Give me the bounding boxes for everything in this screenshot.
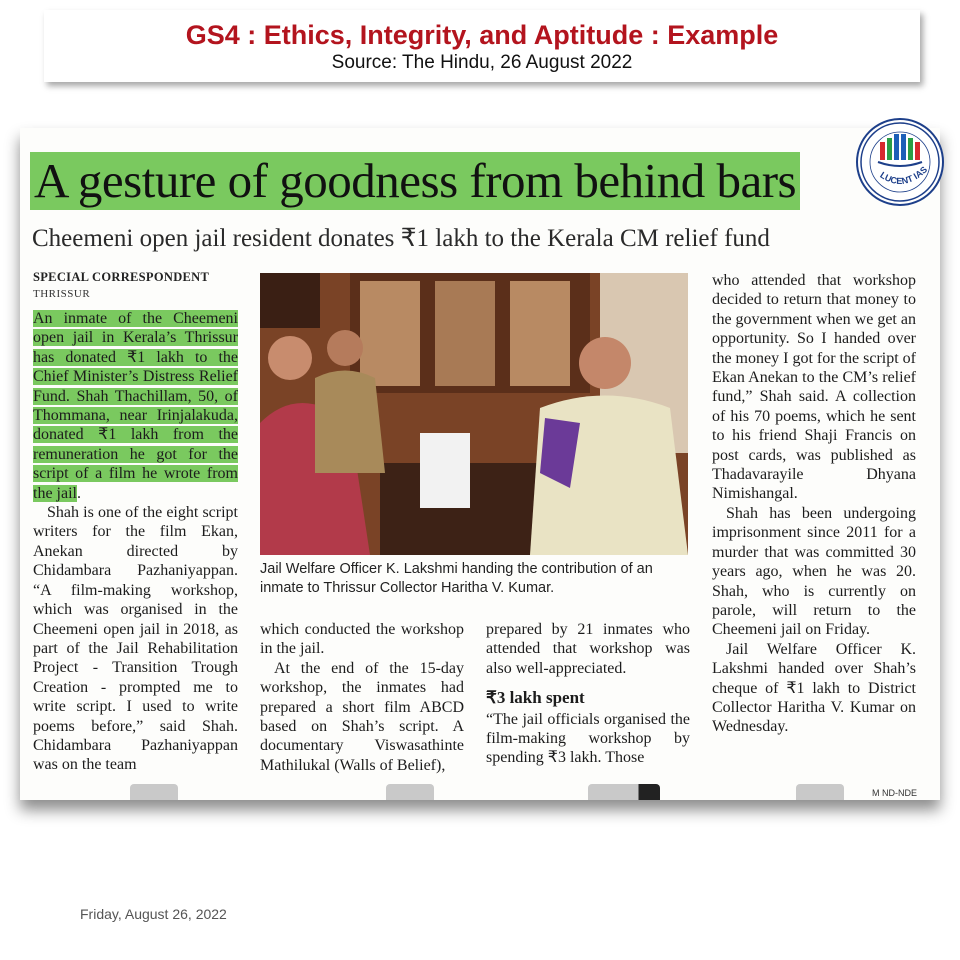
article-headline: A gesture of goodness from behind bars (30, 152, 800, 210)
article-column-4 (712, 271, 916, 737)
column-2-paragraph-2: At the end of the 15-day workshop, the inmates had prepared a short film ABCD based on Shah’s script. A documentary Viswasathinte Mathilukal (Walls of Belief), (260, 659, 464, 774)
article-column-2 (260, 620, 464, 775)
article-subhead: Cheemeni open jail resident donates ₹1 lakh to the Kerala CM relief fund (32, 225, 770, 252)
column-2-paragraph-1: which conducted the workshop in the jail. (260, 621, 464, 658)
footer-date: Friday, August 26, 2022 (80, 906, 227, 922)
column-1-paragraph: Shah is one of the eight script writers for the film Ekan, Anekan directed by Chidambara Pazhaniyappan. “A film-making workshop, which was organised in the Cheemeni open jail in 2018, as part of the Jail Rehabilitation Project - Transition Trough Creation - prompted me to write script. I used to write poems before,” said Shah. Chidambara Pazhaniyappan was on the team (33, 504, 238, 774)
column-4-paragraph-2: Shah has been undergoing imprisonment since 2011 for a murder that was committed 30 years ago, when he was 20. Shah, who is currently on parole, will return to the Cheemeni jail on Friday. (712, 504, 916, 639)
page-tab (796, 784, 844, 800)
article-photo (260, 273, 688, 555)
logo-text: LUCENT IAS (878, 164, 930, 187)
byline: SPECIAL CORRESPONDENT (33, 270, 210, 284)
newspaper-clipping (20, 128, 940, 800)
page-tab (588, 784, 660, 800)
column-4-paragraph-1: who attended that workshop decided to return that money to the government when we get an opportunity. So I handed over the money I got for the script of Ekan Anekan to the CM’s relief fund,” Shah said. A collection of his 70 poems, which he sent to his friend Shaji Francis on post cards, was published as Thadavarayile Dhyana Nimishangal. (712, 272, 916, 503)
header-source: Source: The Hindu, 26 August 2022 (331, 52, 633, 73)
column-3-subheading: ₹3 lakh spent (486, 688, 585, 708)
photo-caption: Jail Welfare Officer K. Lakshmi handing the contribution of an inmate to Thrissur Collector Haritha V. Kumar. (260, 561, 653, 596)
article-column-1: An inmate of the Cheemeni open jail in Kerala’s Thrissur has donated ₹1 lakh to the Chief Minister’s Distress Relief Fund. Shah Thachillam, 50, of Thommana, near Irinjalakuda, donated ₹1 lakh from the remuneration he got for the script of a film he wrote from the jail. Shah is one of the eight script writers for the film Ekan, Anekan directed by Chidambara Pazhaniyappan. “A film-making workshop, which was organised in the Cheemeni open jail in 2018, as part of the Jail Rehabilitation Project - Transition Trough Creation - prompted me to write script. I used to write poems before,” said Shah. Chidambara Pazhaniyappan was on the team (33, 310, 238, 774)
page-tab (130, 784, 178, 800)
column-3-paragraph-2: “The jail officials organised the film-making workshop by spending ₹3 lakh. Those (486, 710, 690, 767)
lucent-ias-logo (856, 118, 944, 206)
dateline-city: THRISSUR (33, 288, 91, 300)
book-icon (858, 120, 942, 204)
header-banner (44, 10, 920, 82)
page-tab (386, 784, 434, 800)
column-4-paragraph-3: Jail Welfare Officer K. Lakshmi handed over Shah’s cheque of ₹1 lakh to District Collector Haritha V. Kumar on Wednesday. (712, 640, 916, 736)
photo-illustration (260, 273, 688, 555)
edition-mark: M ND-NDE (872, 788, 917, 798)
header-title: GS4 : Ethics, Integrity, and Aptitude : Example (185, 20, 779, 50)
article-column-3 (486, 620, 690, 768)
highlighted-lead: An inmate of the Cheemeni open jail in Kerala’s Thrissur has donated ₹1 lakh to the Chief Minister’s Distress Relief Fund. Shah Thachillam, 50, of Thommana, near Irinjalakuda, donated ₹1 lakh from the remuneration he got for the script of a film he wrote from the jail (33, 310, 238, 502)
column-3-paragraph-1: prepared by 21 inmates who attended that workshop was also well-appreciated. (486, 621, 690, 677)
